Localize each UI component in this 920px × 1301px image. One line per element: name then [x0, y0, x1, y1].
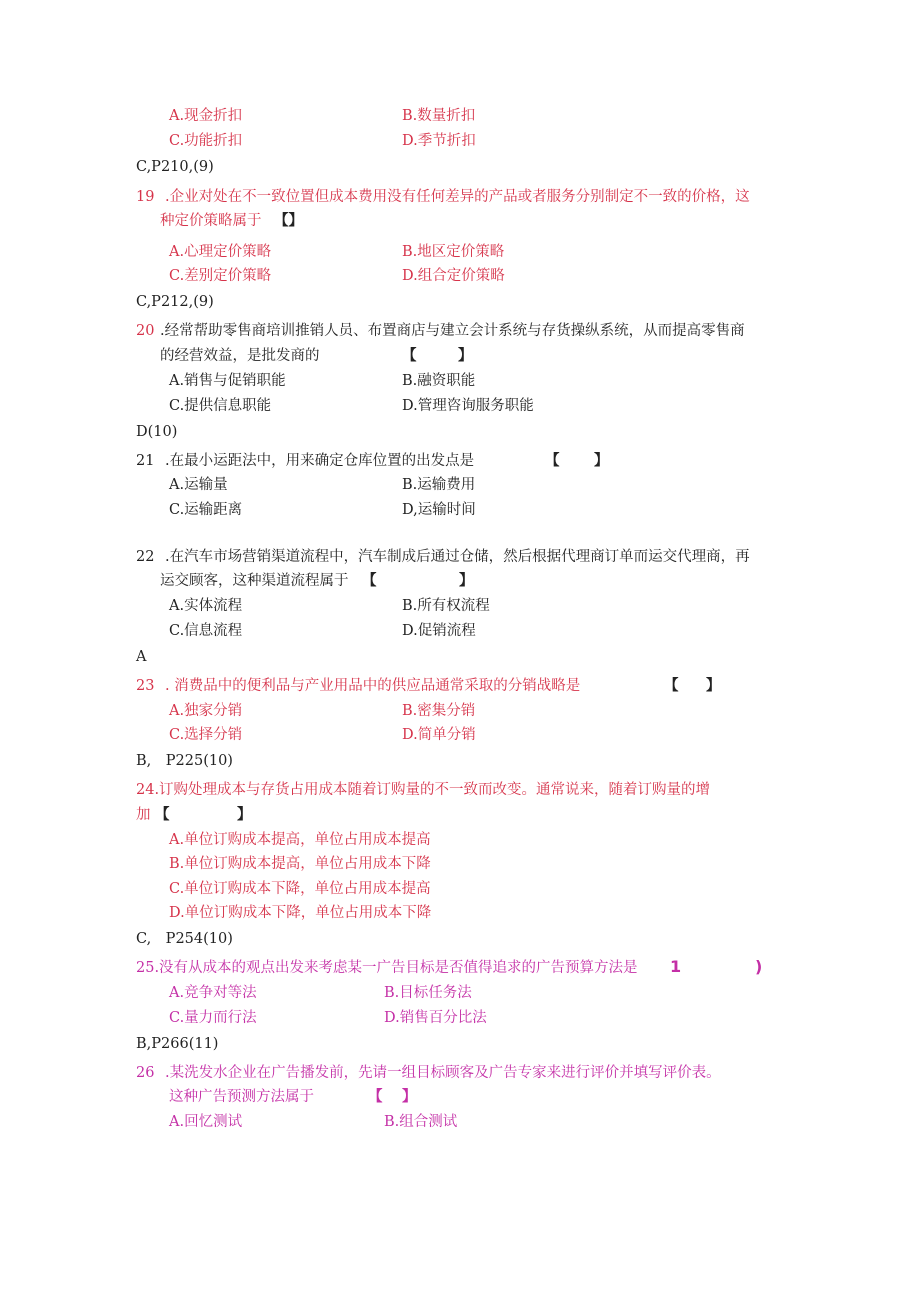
q24-bracket-close: 】 [237, 806, 252, 823]
q23-answer: B, P225(10) [136, 753, 233, 769]
q20-option-b: B.融资职能 [402, 373, 476, 389]
q19-option-a: A.心理定价策略 [169, 244, 272, 260]
q21-option-d: D,运输时间 [402, 502, 476, 518]
q22-bracket-open: 【 [362, 572, 377, 589]
q26-bracket-close: 】 [402, 1088, 417, 1105]
q22-option-d: D.促销流程 [402, 623, 476, 639]
q20-stem-line1: .经常帮助零售商培训推销人员、布置商店与建立会计系统与存货操纵系统，从而提高零售商 [160, 323, 745, 339]
q22-bracket-close: 】 [459, 572, 474, 589]
q19-stem-line2: 种定价策略属于 [160, 213, 262, 229]
q22-stem-line2: 运交顾客，这种渠道流程属于 [160, 573, 349, 589]
q20-number: 20 [136, 323, 155, 339]
q18-option-a: A.现金折扣 [169, 108, 243, 124]
q23-option-c: C.选择分销 [169, 727, 243, 743]
q23-number: 23 [136, 678, 155, 694]
q25-option-a: A.竞争对等法 [169, 985, 257, 1001]
q18-answer: C,P210,(9) [136, 159, 214, 175]
q23-bracket-open: 【 [664, 677, 679, 694]
q22-number: 22 [136, 549, 155, 565]
q21-option-b: B.运输费用 [402, 477, 476, 493]
q24-option-d: D.单位订购成本下降，单位占用成本下降 [169, 905, 432, 921]
q23-stem-line1: . 消费品中的便利品与产业用品中的供应品通常采取的分销战略是 [165, 678, 581, 694]
q24-answer: C, P254(10) [136, 931, 233, 947]
q19-option-b: B.地区定价策略 [402, 244, 505, 260]
q18-option-c: C.功能折扣 [169, 133, 243, 149]
q26-stem-line1: .某洗发水企业在广告播发前，先请一组目标顾客及广告专家来进行评价并填写评价表。 [165, 1065, 721, 1081]
q19-number: 19 [136, 189, 155, 205]
q24-stem-line1: 24.订购处理成本与存货占用成本随着订购量的不一致而改变。通常说来，随着订购量的增 [136, 782, 711, 798]
q25-option-b: B.目标任务法 [384, 985, 472, 1001]
q26-bracket-open: 【 [368, 1088, 383, 1105]
q26-option-b: B.组合测试 [384, 1114, 458, 1130]
q22-option-b: B.所有权流程 [402, 598, 490, 614]
q25-bracket-close: ) [755, 957, 763, 976]
q23-option-a: A.独家分销 [169, 703, 243, 719]
q22-option-c: C.信息流程 [169, 623, 243, 639]
q20-option-a: A.销售与促销职能 [169, 373, 286, 389]
q20-option-c: C.提供信息职能 [169, 398, 272, 414]
q22-stem-line1: .在汽车市场营销渠道流程中，汽车制成后通过仓储，然后根据代理商订单而运交代理商，再 [165, 549, 750, 565]
q19-stem-line1: .企业对处在不一致位置但成本费用没有任何差异的产品或者服务分别制定不一致的价格，这 [165, 189, 750, 205]
q23-option-d: D.简单分销 [402, 727, 476, 743]
q20-answer: D(10) [136, 424, 178, 440]
q20-bracket-open: 【 [402, 347, 417, 364]
q23-option-b: B.密集分销 [402, 703, 476, 719]
q25-stem-line1: 25.没有从成本的观点出发来考虑某一广告目标是否值得追求的广告预算方法是 [136, 960, 638, 976]
q23-bracket-close: 】 [706, 677, 721, 694]
q21-stem-line1: .在最小运距法中，用来确定仓库位置的出发点是 [165, 453, 475, 469]
q22-answer: A [136, 649, 147, 665]
q21-number: 21 [136, 453, 155, 469]
q24-option-a: A.单位订购成本提高，单位占用成本提高 [169, 832, 431, 848]
q21-option-c: C.运输距离 [169, 502, 243, 518]
q19-option-d: D.组合定价策略 [402, 268, 505, 284]
q18-option-d: D.季节折扣 [402, 133, 476, 149]
q20-option-d: D.管理咨询服务职能 [402, 398, 534, 414]
q24-option-b: B.单位订购成本提高，单位占用成本下降 [169, 856, 431, 872]
q19-answer-bracket: 【】 [274, 212, 303, 229]
q21-bracket-close: 】 [594, 452, 609, 469]
q25-option-c: C.量力而行法 [169, 1010, 257, 1026]
q21-option-a: A.运输量 [169, 477, 228, 493]
q26-stem-line2: 这种广告预测方法属于 [169, 1089, 314, 1105]
q24-bracket-open: 【 [155, 806, 170, 823]
q25-option-d: D.销售百分比法 [384, 1010, 487, 1026]
q20-stem-line2: 的经营效益，是批发商的 [160, 348, 320, 364]
q24-option-c: C.单位订购成本下降，单位占用成本提高 [169, 881, 431, 897]
q21-bracket-open: 【 [545, 452, 560, 469]
q19-answer: C,P212,(9) [136, 294, 214, 310]
q26-number: 26 [136, 1065, 155, 1081]
q25-answer: B,P266(11) [136, 1036, 219, 1052]
q24-stem-line2: 加 [136, 807, 151, 823]
q25-bracket-open: 1 [670, 957, 682, 976]
q19-option-c: C.差别定价策略 [169, 268, 272, 284]
q22-option-a: A.实体流程 [169, 598, 243, 614]
q18-option-b: B.数量折扣 [402, 108, 476, 124]
q20-bracket-close: 】 [458, 347, 473, 364]
q26-option-a: A.回忆测试 [169, 1114, 243, 1130]
